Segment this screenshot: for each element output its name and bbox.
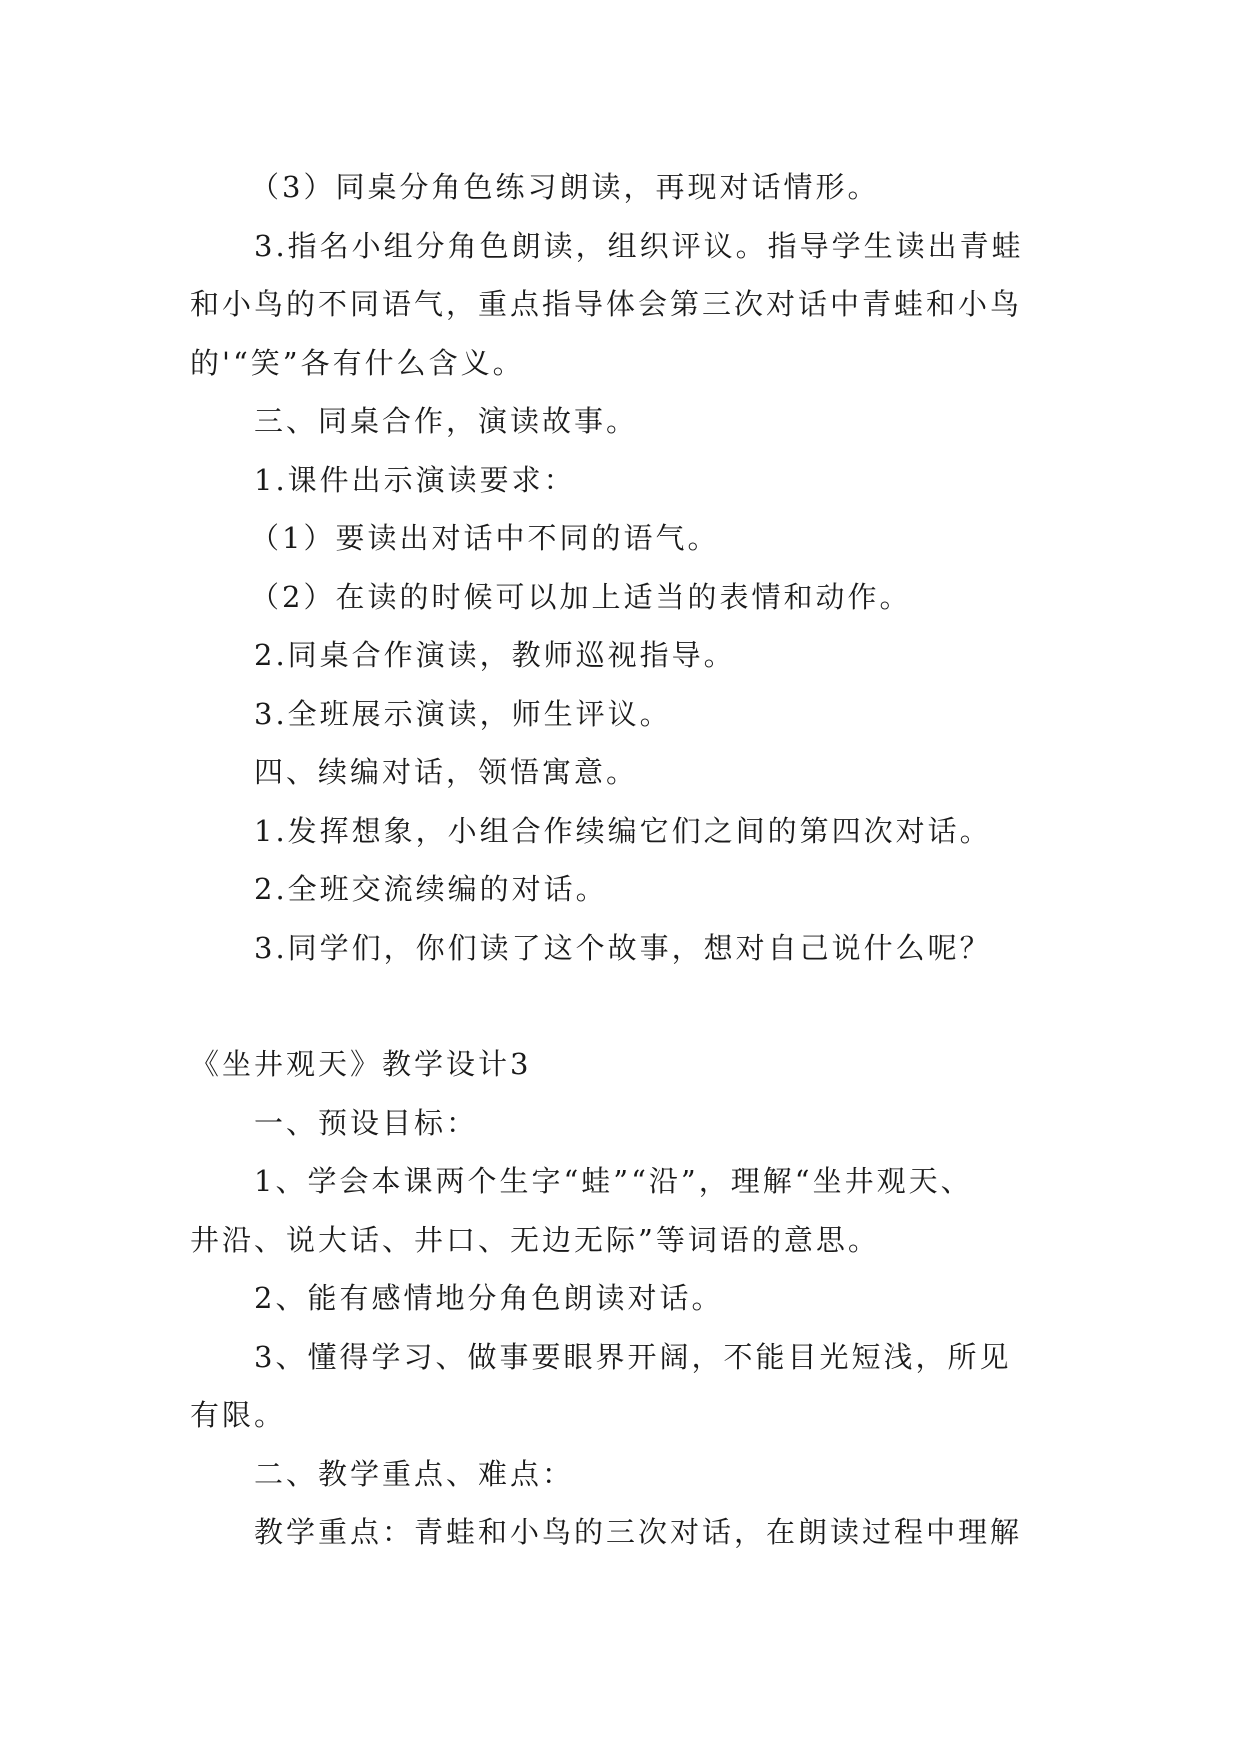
paragraph: 2.同桌合作演读，教师巡视指导。 — [254, 638, 736, 672]
section-title: 《坐井观天》教学设计3 — [190, 1047, 532, 1081]
paragraph: 1.发挥想象，小组合作续编它们之间的第四次对话。 — [254, 813, 992, 848]
paragraph: （2）在读的时候可以加上适当的表情和动作。 — [250, 579, 912, 614]
heading-three: 三、同桌合作，演读故事。 — [254, 404, 639, 438]
paragraph: （1）要读出对话中不同的语气。 — [250, 521, 720, 555]
paragraph: 3.同学们，你们读了这个故事，想对自己说什么呢？ — [254, 930, 992, 965]
paragraph: （3）同桌分角色练习朗读，再现对话情形。 — [250, 170, 880, 204]
paragraph: 1.课件出示演读要求： — [254, 462, 576, 497]
section-gap — [190, 977, 1050, 1035]
heading-one: 一、预设目标： — [254, 1105, 479, 1140]
paragraph: 井沿、说大话、井口、无边无际”等词语的意思。 — [190, 1222, 880, 1257]
paragraph: 3.全班展示演读，师生评议。 — [254, 696, 672, 731]
paragraph: 2.全班交流续编的对话。 — [254, 872, 608, 906]
paragraph: 3、懂得学习、做事要眼界开阔，不能目光短浅，所见 — [254, 1339, 1012, 1374]
paragraph: 有限。 — [190, 1398, 287, 1432]
paragraph: 1、学会本课两个生字“蛙”“沿”，理解“坐井观天、 — [254, 1164, 973, 1198]
paragraph: 教学重点：青蛙和小鸟的三次对话，在朗读过程中理解 — [254, 1515, 1023, 1549]
heading-two: 二、教学重点、难点： — [254, 1456, 575, 1491]
paragraph: 2、能有感情地分角色朗读对话。 — [254, 1281, 724, 1315]
paragraph: 的'“笑”各有什么含义。 — [190, 345, 525, 380]
document-body — [190, 158, 1050, 1562]
paragraph: 3.指名小组分角色朗读，组织评议。指导学生读出青蛙 — [254, 228, 1024, 263]
paragraph: 和小鸟的不同语气，重点指导体会第三次对话中青蛙和小鸟 — [190, 287, 1023, 321]
heading-four: 四、续编对话，领悟寓意。 — [254, 755, 639, 789]
